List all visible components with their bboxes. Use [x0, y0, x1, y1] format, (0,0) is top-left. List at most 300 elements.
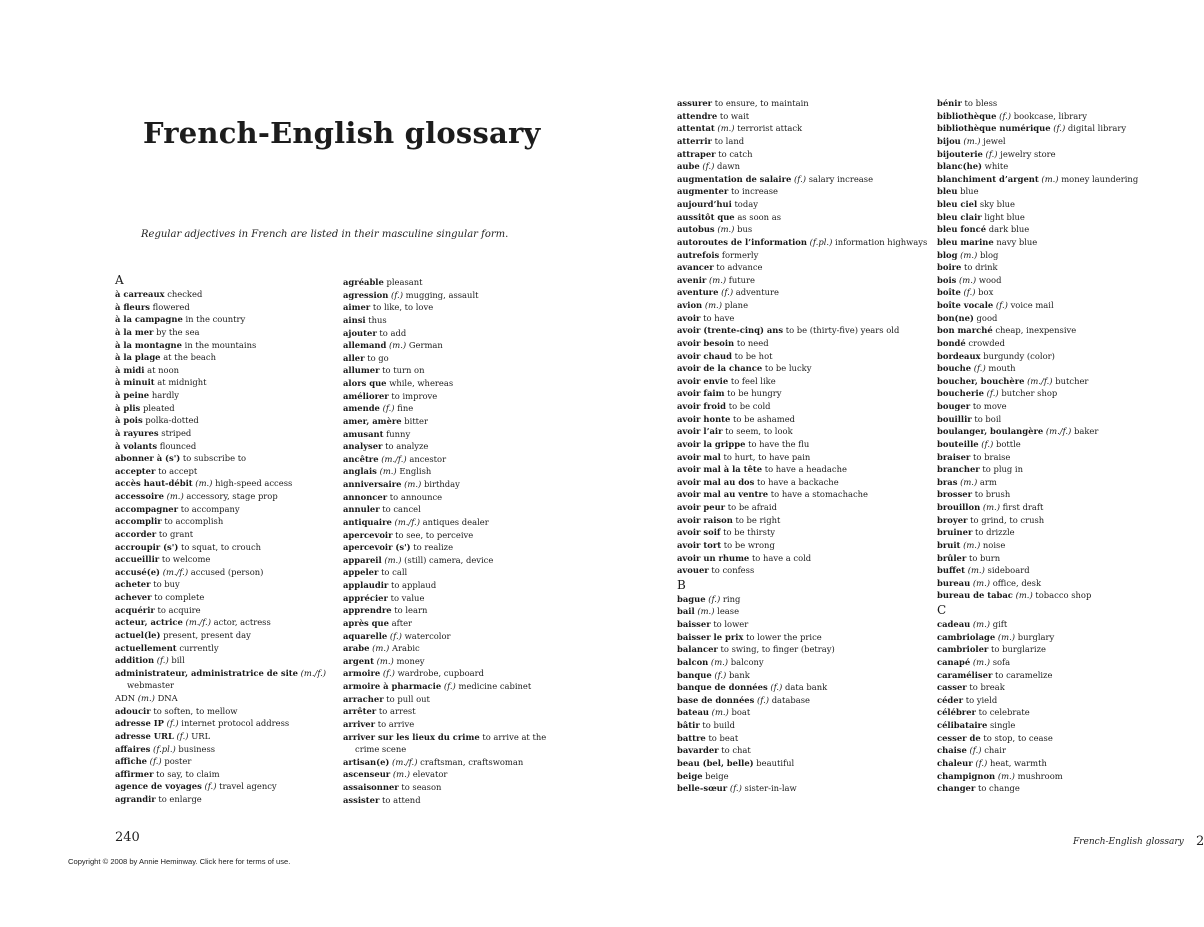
glossary-entry [677, 539, 932, 552]
entry-grammar: (m./f.) [162, 566, 189, 577]
entry-definition: to have a cold [751, 552, 812, 563]
entry-grammar: (f.) [382, 668, 395, 679]
entry-grammar: (f.) [995, 300, 1008, 310]
entry-headword: boucher, bouchère [937, 375, 1025, 386]
glossary-entry [115, 692, 330, 705]
entry-grammar: (f.) [149, 756, 162, 767]
glossary-entry [937, 501, 1192, 514]
entry-grammar: (f.) [714, 669, 727, 680]
entry-grammar: (m.) [384, 554, 402, 565]
glossary-entry [115, 427, 330, 440]
entry-headword: cadeau [937, 619, 971, 629]
entry-headword: boulanger, boulangère [937, 426, 1044, 437]
entry-definition: to chat [721, 745, 751, 756]
entry-headword: aimer [343, 302, 371, 313]
entry-definition: to change [977, 783, 1020, 794]
entry-grammar: (f.) [969, 745, 982, 756]
glossary-entry [115, 705, 330, 718]
entry-definition: birthday [423, 479, 460, 489]
entry-headword: bleu [937, 186, 958, 197]
entry-definition: light blue [984, 211, 1025, 222]
entry-grammar: (m.) [166, 491, 184, 501]
entry-headword: accomplir [115, 516, 162, 527]
glossary-entry [677, 223, 932, 236]
entry-headword: à carreaux [115, 289, 165, 299]
entry-definition: by the sea [156, 326, 200, 337]
entry-headword: appeler [343, 567, 379, 578]
entry-grammar: (f.) [1053, 123, 1066, 134]
entry-headword: amusant [343, 428, 384, 439]
glossary-entry [677, 425, 932, 438]
glossary-entry [115, 793, 330, 806]
entry-definition: to have [703, 312, 735, 323]
entry-headword: accompagner [115, 503, 179, 514]
entry-headword: bleu clair [937, 211, 982, 222]
entry-headword: bouteille [937, 438, 979, 449]
entry-headword: brouillon [937, 502, 981, 512]
glossary-entry [115, 503, 330, 516]
glossary-entry [677, 249, 932, 262]
glossary-entry [937, 387, 1192, 400]
entry-definition: while, whereas [389, 378, 454, 388]
glossary-entry [937, 299, 1192, 312]
entry-headword: bouche [937, 363, 972, 374]
entry-grammar: (m.) [195, 478, 213, 489]
entry-grammar: (f.) [702, 161, 715, 172]
glossary-entry [677, 236, 932, 249]
entry-definition: to drizzle [975, 527, 1015, 538]
entry-headword: avoir raison [677, 514, 733, 525]
glossary-entry [937, 514, 1192, 527]
entry-definition: webmaster [127, 680, 175, 691]
entry-headword: banque [677, 669, 712, 680]
entry-grammar: (m.) [708, 274, 727, 285]
entry-headword: ascenseur [343, 769, 391, 780]
glossary-entry [677, 362, 932, 375]
glossary-entry [677, 694, 932, 707]
entry-headword: allemand [343, 340, 387, 351]
entry-headword: arriver sur les lieux du crime [343, 731, 480, 742]
entry-definition: chair [984, 745, 1006, 756]
entry-grammar: (f.) [382, 403, 395, 414]
entry-grammar: (f.) [708, 593, 721, 604]
intro-note: Regular adjectives in French are listed in their masculine singular form. [141, 229, 509, 240]
entry-headword: adresse IP [115, 718, 164, 729]
entry-grammar: (f.) [975, 757, 988, 768]
entry-definition: blue [960, 186, 979, 197]
glossary-entry [677, 463, 932, 476]
entry-definition: to have a headache [764, 464, 847, 475]
entry-headword: bleu foncé [937, 224, 987, 235]
entry-definition: to squat, to crouch [180, 541, 262, 552]
glossary-entry [677, 324, 932, 337]
entry-headword: avoir mal [677, 451, 721, 462]
glossary-entry [343, 731, 558, 756]
entry-headword: analyser [343, 441, 383, 452]
entry-grammar: (f.) [729, 783, 742, 794]
entry-definition: bus [737, 224, 753, 235]
glossary-entry [677, 438, 932, 451]
entry-definition: bill [171, 655, 185, 666]
entry-headword: bleu marine [937, 236, 994, 247]
entry-definition: sister-in-law [744, 783, 797, 794]
entry-headword: bon(ne) [937, 312, 974, 323]
glossary-entry [677, 198, 932, 211]
entry-definition: balcony [730, 656, 764, 667]
glossary-entry [937, 173, 1192, 186]
entry-headword: affiche [115, 756, 147, 767]
entry-definition: fine [397, 403, 414, 414]
entry-definition: beautiful [756, 757, 795, 768]
entry-definition: to arrest [378, 706, 416, 717]
entry-definition: burglary [1017, 631, 1055, 642]
entry-grammar: (f.) [390, 289, 403, 300]
glossary-entry [115, 339, 330, 352]
entry-definition: to catch [718, 148, 753, 159]
glossary-entry [937, 564, 1192, 577]
entry-definition: English [399, 466, 432, 477]
entry-headword: apprécier [343, 592, 388, 603]
entry-grammar: (m.) [137, 693, 155, 703]
glossary-entry [115, 440, 330, 453]
entry-definition: to be afraid [727, 502, 777, 512]
entry-definition: database [771, 694, 811, 705]
glossary-entry [937, 236, 1192, 249]
entry-definition: to analyze [385, 441, 429, 452]
entry-definition: sofa [992, 656, 1011, 667]
section-letter: A [115, 273, 124, 287]
glossary-entry [937, 97, 1192, 110]
glossary-entry [677, 631, 932, 644]
entry-definition: poster [164, 756, 192, 767]
entry-definition: future [728, 274, 756, 285]
entry-headword: bras [937, 476, 958, 487]
entry-headword: agression [343, 289, 389, 300]
entry-headword: battre [677, 732, 706, 743]
entry-headword: bijouterie [937, 148, 983, 159]
entry-definition: to welcome [161, 554, 211, 565]
entry-definition: to confess [711, 565, 755, 576]
entry-definition: to see, to perceive [395, 529, 474, 540]
entry-definition: to increase [730, 186, 778, 197]
glossary-entry [937, 274, 1192, 287]
entry-definition: heat, warmth [989, 757, 1047, 768]
glossary-entry [937, 643, 1192, 656]
entry-definition: to buy [153, 579, 180, 590]
entry-headword: bruiner [937, 527, 973, 538]
entry-grammar: (m./f.) [394, 516, 420, 527]
entry-definition: wood [978, 274, 1002, 285]
entry-headword: autrefois [677, 249, 720, 260]
glossary-entry [937, 324, 1192, 337]
entry-headword: caraméliser [937, 669, 993, 680]
entry-grammar: (f.) [981, 438, 994, 449]
glossary-entry [937, 413, 1192, 426]
entry-definition: gift [992, 619, 1008, 629]
glossary-entry [343, 630, 558, 643]
entry-definition: butcher shop [1001, 388, 1058, 399]
entry-headword: avoir (trente-cinq) ans [677, 325, 784, 336]
glossary-entry [343, 465, 558, 478]
entry-headword: amer, amère [343, 415, 402, 426]
entry-headword: beige [677, 770, 703, 781]
entry-headword: célibataire [937, 720, 988, 730]
entry-grammar: (m.) [960, 476, 978, 487]
glossary-entry [677, 552, 932, 565]
entry-definition: mouth [988, 363, 1016, 374]
entry-headword: agréable [343, 277, 384, 287]
entry-headword: apercevoir [343, 529, 393, 540]
entry-headword: alors que [343, 378, 387, 388]
glossary-entry [937, 539, 1192, 552]
entry-definition: to be cold [728, 401, 771, 411]
entry-definition: in the country [185, 314, 246, 325]
entry-definition: jewelry store [1000, 148, 1056, 159]
entry-headword: aller [343, 352, 365, 363]
entry-definition: accessory, stage prop [186, 491, 278, 501]
glossary-entry [115, 755, 330, 768]
glossary-entry [677, 618, 932, 631]
entry-definition: to cancel [382, 504, 421, 515]
glossary-entry [677, 148, 932, 161]
entry-grammar: (m.) [372, 643, 390, 654]
glossary-entry [937, 631, 1192, 644]
entry-headword: chaise [937, 745, 967, 756]
entry-definition: craftsman, craftswoman [420, 756, 524, 767]
entry-headword: artisan(e) [343, 756, 390, 767]
glossary-entry [343, 491, 558, 504]
entry-definition: antiques dealer [422, 516, 489, 527]
glossary-entry [937, 425, 1192, 438]
glossary-entry [115, 730, 330, 743]
entry-headword: à midi [115, 364, 145, 375]
entry-headword: armoire [343, 668, 381, 679]
entry-headword: administrateur, administratrice de site [115, 667, 298, 678]
entry-definition: to pull out [386, 693, 430, 704]
entry-headword: anglais [343, 466, 377, 477]
entry-headword: accepter [115, 465, 156, 476]
entry-headword: à peine [115, 390, 150, 400]
entry-definition: high-speed access [215, 478, 293, 489]
glossary-entry [115, 313, 330, 326]
glossary-entry [937, 732, 1192, 745]
entry-headword: blanc(he) [937, 161, 982, 172]
entry-definition: to say, to claim [156, 768, 220, 779]
entry-definition: business [178, 743, 216, 754]
entry-headword: acheter [115, 579, 151, 590]
glossary-entry [677, 185, 932, 198]
glossary-entry [677, 656, 932, 669]
entry-definition: to add [379, 327, 407, 338]
entry-headword: bavarder [677, 745, 719, 756]
entry-headword: baisser [677, 619, 711, 629]
glossary-entry [677, 451, 932, 464]
entry-headword: appareil [343, 554, 382, 565]
entry-headword: accueillir [115, 554, 160, 565]
glossary-entry [115, 541, 330, 554]
glossary-entry [937, 706, 1192, 719]
entry-definition: to build [702, 720, 735, 730]
entry-headword: accès haut-débit [115, 478, 193, 489]
entry-headword: apprendre [343, 605, 392, 616]
entry-headword: champignon [937, 770, 996, 781]
entry-grammar: (m.) [697, 606, 715, 617]
entry-headword: agrandir [115, 794, 156, 804]
entry-headword: autoroutes de l’information [677, 236, 807, 247]
entry-headword: bondé [937, 337, 966, 348]
glossary-entry [115, 591, 330, 604]
glossary-entry [677, 669, 932, 682]
glossary-entry [115, 604, 330, 617]
entry-grammar: (f.) [721, 287, 734, 298]
entry-definition: to arrive [377, 718, 415, 729]
entry-definition: to celebrate [978, 707, 1030, 718]
entry-definition: terrorist attack [737, 123, 803, 134]
glossary-entry [937, 719, 1192, 732]
entry-headword: avoir besoin [677, 337, 735, 348]
glossary-entry [115, 301, 330, 314]
entry-grammar: (f.pl.) [809, 236, 833, 247]
entry-definition: after [391, 617, 413, 628]
entry-headword: aujourd’hui [677, 199, 732, 209]
entry-headword: bureau [937, 577, 971, 588]
entry-headword: à plis [115, 402, 141, 413]
glossary-entry [937, 110, 1192, 123]
entry-grammar: (m./f.) [1045, 426, 1072, 437]
entry-definition: to enlarge [158, 794, 202, 804]
glossary-entry [343, 339, 558, 352]
entry-headword: balcon [677, 656, 709, 667]
glossary-entry [677, 97, 932, 110]
glossary-entry [677, 605, 932, 618]
glossary-entry [677, 110, 932, 123]
glossary-entry [115, 780, 330, 793]
entry-definition: adventure [735, 287, 779, 298]
entry-definition: navy blue [996, 236, 1038, 247]
entry-definition: salary increase [808, 173, 874, 184]
entry-definition: to burglarize [991, 644, 1046, 655]
entry-grammar: (f.) [794, 173, 807, 184]
entry-headword: boucherie [937, 388, 984, 399]
entry-headword: arriver [343, 718, 376, 729]
entry-headword: buffet [937, 565, 966, 576]
entry-definition: to stop, to cease [983, 732, 1053, 743]
glossary-entry [115, 578, 330, 591]
entry-headword: beau (bel, belle) [677, 757, 754, 768]
entry-headword: avoir la grippe [677, 438, 746, 449]
glossary-entry [115, 667, 330, 692]
entry-definition: to be right [735, 514, 781, 525]
entry-headword: attraper [677, 148, 716, 159]
entry-definition: to move [972, 401, 1007, 411]
entry-definition: cheap, inexpensive [995, 325, 1077, 336]
glossary-entry [677, 400, 932, 413]
entry-definition: to feel like [730, 375, 776, 386]
entry-headword: assaisonner [343, 782, 399, 792]
entry-headword: bijou [937, 135, 961, 146]
entry-headword: célébrer [937, 707, 976, 718]
entry-headword: avoir faim [677, 388, 725, 399]
glossary-entry [937, 476, 1192, 489]
glossary-entry [343, 579, 558, 592]
entry-definition: to call [381, 567, 408, 578]
entry-headword: à la montagne [115, 339, 182, 350]
entry-headword: bibliothèque numérique [937, 123, 1051, 134]
entry-headword: avenir [677, 274, 707, 285]
entry-definition: to complete [154, 592, 205, 602]
entry-definition: to lower the price [746, 631, 822, 642]
glossary-entry [343, 794, 558, 807]
glossary-entry [937, 488, 1192, 501]
glossary-entry [115, 376, 330, 389]
glossary-entry [937, 744, 1192, 757]
entry-headword: avoir honte [677, 413, 731, 424]
entry-definition: lease [717, 606, 740, 617]
entry-definition: Arabic [391, 643, 420, 654]
glossary-entry [937, 375, 1192, 388]
glossary-entry [937, 362, 1192, 375]
copyright-link[interactable]: Copyright © 2008 by Annie Heminway. Click here for terms of use. [68, 857, 291, 866]
entry-definition: medicine cabinet [458, 681, 532, 691]
entry-grammar: (m.) [404, 479, 422, 489]
glossary-entry [115, 414, 330, 427]
glossary-entry [677, 706, 932, 719]
entry-headword: boîte vocale [937, 300, 994, 310]
entry-headword: apercevoir (s') [343, 542, 411, 553]
entry-grammar: (m.) [963, 135, 981, 146]
entry-headword: brosser [937, 489, 973, 500]
entry-headword: bureau de tabac [937, 590, 1013, 601]
glossary-entry [677, 160, 932, 173]
entry-definition: today [734, 199, 758, 209]
entry-headword: bruit [937, 539, 961, 550]
glossary-column-3 [677, 97, 932, 795]
page-number-right: 2 [1196, 834, 1204, 849]
entry-headword: bénir [937, 98, 962, 108]
entry-grammar: (f.) [176, 730, 189, 741]
glossary-column-2 [343, 276, 558, 806]
entry-headword: actuellement [115, 642, 177, 653]
entry-definition: to attend [382, 794, 421, 805]
entry-headword: céder [937, 694, 964, 705]
entry-definition: as soon as [737, 211, 781, 222]
entry-headword: avoir mal au dos [677, 476, 755, 487]
entry-definition: white [984, 161, 1009, 172]
entry-definition: sky blue [979, 199, 1015, 209]
entry-definition: to learn [394, 605, 428, 616]
entry-grammar: (m.) [379, 466, 397, 477]
entry-grammar: (m.) [972, 577, 991, 588]
glossary-entry [115, 452, 330, 465]
entry-headword: à rayures [115, 427, 159, 438]
entry-definition: to accept [158, 465, 198, 476]
glossary-entry [937, 185, 1192, 198]
glossary-entry [677, 122, 932, 135]
entry-definition: to have a backache [757, 476, 839, 487]
entry-definition: to seem, to look [725, 426, 793, 437]
entry-definition: to go [367, 352, 389, 363]
glossary-entry [343, 402, 558, 415]
entry-definition: to plug in [982, 464, 1023, 475]
entry-definition: to grind, to crush [970, 514, 1045, 525]
entry-grammar: (f.) [757, 694, 770, 705]
glossary-entry [343, 301, 558, 314]
entry-headword: avoir froid [677, 401, 727, 411]
entry-definition: to grant [158, 528, 194, 539]
entry-definition: to boil [974, 413, 1002, 424]
entry-headword: brûler [937, 552, 967, 563]
entry-grammar: (f.) [986, 388, 999, 399]
